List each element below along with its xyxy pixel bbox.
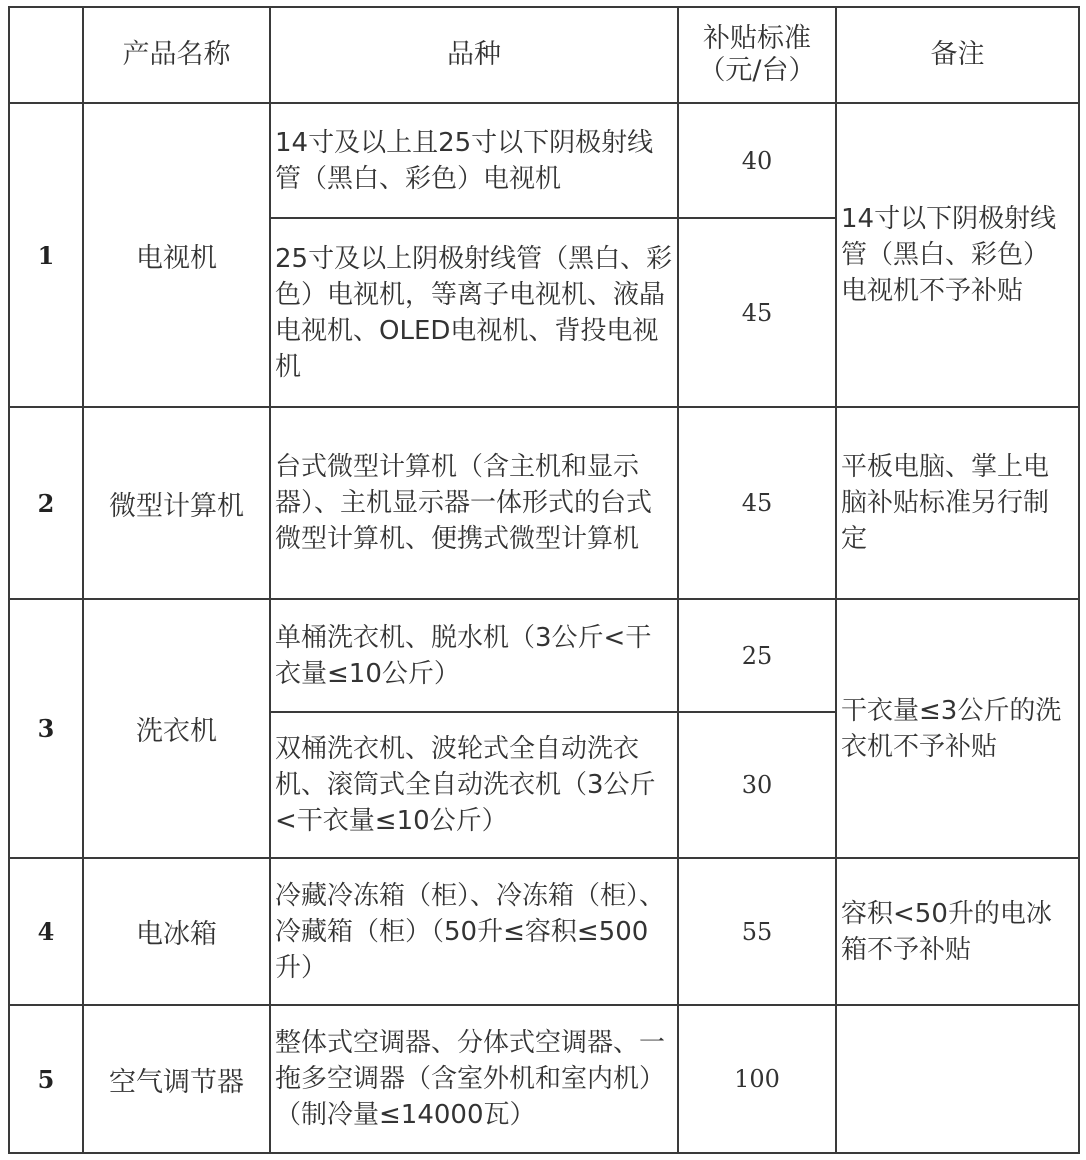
row-index: 4: [9, 858, 83, 1005]
variety-cell: 台式微型计算机（含主机和显示器）、主机显示器一体形式的台式微型计算机、便携式微型计算机: [270, 407, 678, 599]
note-cell: 平板电脑、掌上电脑补贴标准另行制定: [836, 407, 1079, 599]
product-name: 微型计算机: [83, 407, 270, 599]
subsidy-table: [8, 6, 1080, 1154]
header-row: [9, 7, 1079, 103]
variety-cell: 冷藏冷冻箱（柜）、冷冻箱（柜）、冷藏箱（柜）（50升≤容积≤500升）: [270, 858, 678, 1005]
product-name: 空气调节器: [83, 1005, 270, 1153]
product-name: 电视机: [83, 103, 270, 407]
table-row: [9, 103, 1079, 218]
table-row: [9, 1005, 1079, 1153]
table-row: [9, 407, 1079, 599]
note-cell: [836, 1005, 1079, 1153]
header-subsidy-line2: （元/台）: [698, 55, 816, 86]
header-subsidy-line1: 补贴标准: [703, 23, 811, 54]
variety-cell: 25寸及以上阴极射线管（黑白、彩色）电视机，等离子电视机、液晶电视机、OLED电视机、背投电视机: [270, 218, 678, 407]
header-variety: 品种: [270, 7, 678, 103]
table-row: [9, 599, 1079, 712]
note-cell: 14寸以下阴极射线管（黑白、彩色）电视机不予补贴: [836, 103, 1079, 407]
variety-cell: 单桶洗衣机、脱水机（3公斤<干衣量≤10公斤）: [270, 599, 678, 712]
header-note: 备注: [836, 7, 1079, 103]
row-index: 1: [9, 103, 83, 407]
header-subsidy: [678, 7, 836, 103]
subsidy-amount: 100: [678, 1005, 836, 1153]
subsidy-amount: 55: [678, 858, 836, 1005]
row-index: 2: [9, 407, 83, 599]
subsidy-amount: 25: [678, 599, 836, 712]
subsidy-amount: 30: [678, 712, 836, 858]
subsidy-amount: 40: [678, 103, 836, 218]
product-name: 洗衣机: [83, 599, 270, 858]
header-product-name: 产品名称: [83, 7, 270, 103]
note-cell: 容积<50升的电冰箱不予补贴: [836, 858, 1079, 1005]
subsidy-amount: 45: [678, 218, 836, 407]
note-cell: 干衣量≤3公斤的洗衣机不予补贴: [836, 599, 1079, 858]
variety-cell: 整体式空调器、分体式空调器、一拖多空调器（含室外机和室内机）（制冷量≤14000瓦）: [270, 1005, 678, 1153]
row-index: 5: [9, 1005, 83, 1153]
header-index: [9, 7, 83, 103]
variety-cell: 14寸及以上且25寸以下阴极射线管（黑白、彩色）电视机: [270, 103, 678, 218]
variety-cell: 双桶洗衣机、波轮式全自动洗衣机、滚筒式全自动洗衣机（3公斤<干衣量≤10公斤）: [270, 712, 678, 858]
table-row: [9, 858, 1079, 1005]
row-index: 3: [9, 599, 83, 858]
product-name: 电冰箱: [83, 858, 270, 1005]
subsidy-amount: 45: [678, 407, 836, 599]
